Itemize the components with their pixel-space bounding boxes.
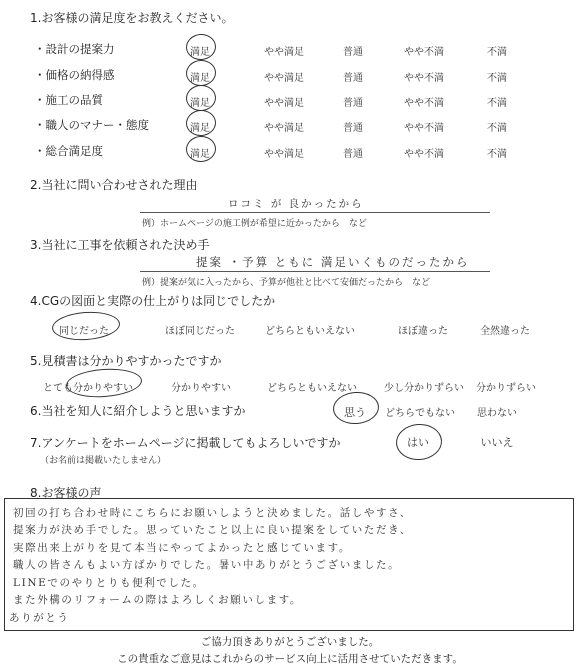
q3-answer-underline <box>140 271 490 272</box>
q1-title: 1.お客様の満足度をお教えください。 <box>30 11 234 25</box>
q5-option-somewhat-unclear[interactable]: 少し分かりずらい <box>384 383 464 394</box>
q6-option-neutral[interactable]: どちらでもない <box>385 408 455 419</box>
q1-option-somewhat-satisfied[interactable]: やや満足 <box>264 98 304 109</box>
q4-option-neutral[interactable]: どちらともいえない <box>265 326 355 337</box>
selection-circle <box>185 135 217 163</box>
q5-option-neutral[interactable]: どちらともいえない <box>267 383 357 394</box>
q1-option-satisfied[interactable]: 満足 <box>190 47 210 58</box>
footer-thanks: ご協力頂きありがとうございました。 <box>200 636 380 648</box>
q6-option-no[interactable]: 思わない <box>477 408 517 419</box>
selection-circle <box>332 390 380 425</box>
q1-row-label: ・総合満足度 <box>34 144 103 158</box>
selection-circle <box>51 310 121 343</box>
voice-line: LINEでのやりとりも便利でした。 <box>13 577 205 589</box>
q1-option-somewhat-dissatisfied[interactable]: やや不満 <box>404 98 444 109</box>
q3-example: 例）提案が気に入ったから、予算が他社と比べて安価だったから など <box>142 278 431 288</box>
q2-handwritten-answer[interactable]: ロコミ が 良かったから <box>228 198 364 210</box>
q5-option-clear[interactable]: 分かりやすい <box>171 383 231 394</box>
q6-title: 6.当社を知人に紹介しようと思いますか <box>30 404 246 418</box>
q1-option-dissatisfied[interactable]: 不満 <box>487 47 507 58</box>
selection-circle <box>395 422 443 461</box>
q1-option-satisfied[interactable]: 満足 <box>190 123 210 134</box>
voice-line: 初回の打ち合わせ時にこちらにお願いしようと決めました。話しやすさ、 <box>13 507 412 519</box>
q1-option-neutral[interactable]: 普通 <box>343 98 363 109</box>
q1-option-somewhat-satisfied[interactable]: やや満足 <box>264 149 304 160</box>
q3-title: 3.当社に工事を依頼された決め手 <box>30 238 210 252</box>
q1-row-label: ・設計の提案力 <box>34 42 115 56</box>
q1-option-neutral[interactable]: 普通 <box>343 123 363 134</box>
q1-option-neutral[interactable]: 普通 <box>343 47 363 58</box>
q1-row-label: ・施工の品質 <box>34 93 103 107</box>
q5-option-unclear[interactable]: 分かりずらい <box>476 383 536 394</box>
q1-row-label: ・職人のマナー・態度 <box>34 118 149 132</box>
customer-voice-box <box>4 498 574 631</box>
voice-line: 実際出来上がりを見て本当にやってよかったと感じています。 <box>13 542 351 554</box>
q7-title: 7.アンケートをホームページに掲載してもよろしいですか <box>30 436 341 450</box>
q4-option-completely-different[interactable]: 全然違った <box>480 326 530 337</box>
q4-option-almost-same[interactable]: ほぼ同じだった <box>165 326 235 337</box>
q1-option-somewhat-dissatisfied[interactable]: やや不満 <box>404 47 444 58</box>
selection-circle <box>185 59 217 87</box>
q1-option-satisfied[interactable]: 満足 <box>190 98 210 109</box>
q1-option-somewhat-dissatisfied[interactable]: やや不満 <box>404 149 444 160</box>
q1-option-somewhat-satisfied[interactable]: やや満足 <box>264 123 304 134</box>
q1-option-dissatisfied[interactable]: 不満 <box>487 98 507 109</box>
q1-row-label: ・価格の納得感 <box>34 68 115 82</box>
selection-circle <box>185 84 217 112</box>
q1-option-satisfied[interactable]: 満足 <box>190 149 210 160</box>
q4-option-same[interactable]: 同じだった <box>59 326 109 337</box>
q5-option-very-clear[interactable]: とても分かりやすい <box>43 383 133 394</box>
q1-option-dissatisfied[interactable]: 不満 <box>487 123 507 134</box>
q4-title: 4.CGの図面と実際の仕上がりは同じでしたか <box>30 294 276 308</box>
q7-option-no[interactable]: いいえ <box>480 436 514 449</box>
q6-option-yes[interactable]: 思う <box>344 406 366 419</box>
q1-option-neutral[interactable]: 普通 <box>343 149 363 160</box>
q1-option-satisfied[interactable]: 満足 <box>190 73 210 84</box>
footer-message: この貴重なご意見はこれからのサービス向上に活用させていただきます。 <box>117 653 463 665</box>
q1-option-somewhat-satisfied[interactable]: やや満足 <box>264 73 304 84</box>
q1-option-neutral[interactable]: 普通 <box>343 73 363 84</box>
q5-title: 5.見積書は分かりやすかったですか <box>30 354 222 368</box>
selection-circle <box>65 366 143 399</box>
q3-handwritten-answer[interactable]: 提案 ・予算 ともに 満足いくものだったから <box>196 255 470 269</box>
q4-option-almost-different[interactable]: ほぼ違った <box>398 326 448 337</box>
selection-circle <box>185 33 217 61</box>
q2-example: 例）ホームページの施工例が希望に近かったから など <box>142 219 367 229</box>
q2-title: 2.当社に問い合わせされた理由 <box>30 178 198 192</box>
voice-line: ありがとう <box>9 612 70 624</box>
q1-option-somewhat-dissatisfied[interactable]: やや不満 <box>404 123 444 134</box>
selection-circle <box>185 109 217 137</box>
voice-line: また外構のリフォームの際はよろしくお願いします。 <box>13 594 303 606</box>
q7-note: （お名前は掲載いたしません） <box>40 456 167 466</box>
q2-answer-underline <box>140 212 490 213</box>
q1-option-somewhat-dissatisfied[interactable]: やや不満 <box>404 73 444 84</box>
q1-option-somewhat-satisfied[interactable]: やや満足 <box>264 47 304 58</box>
q1-option-dissatisfied[interactable]: 不満 <box>487 149 507 160</box>
q1-option-dissatisfied[interactable]: 不満 <box>487 73 507 84</box>
q7-option-yes[interactable]: はい <box>407 436 429 449</box>
q8-title: 8.お客様の声 <box>30 486 102 500</box>
voice-line: 職人の皆さんもよい方ばかりでした。暑い中ありがとうございました。 <box>13 559 401 571</box>
voice-line: 提案力が決め手でした。思っていたこと以上に良い提案をしていただき、 <box>13 524 412 536</box>
